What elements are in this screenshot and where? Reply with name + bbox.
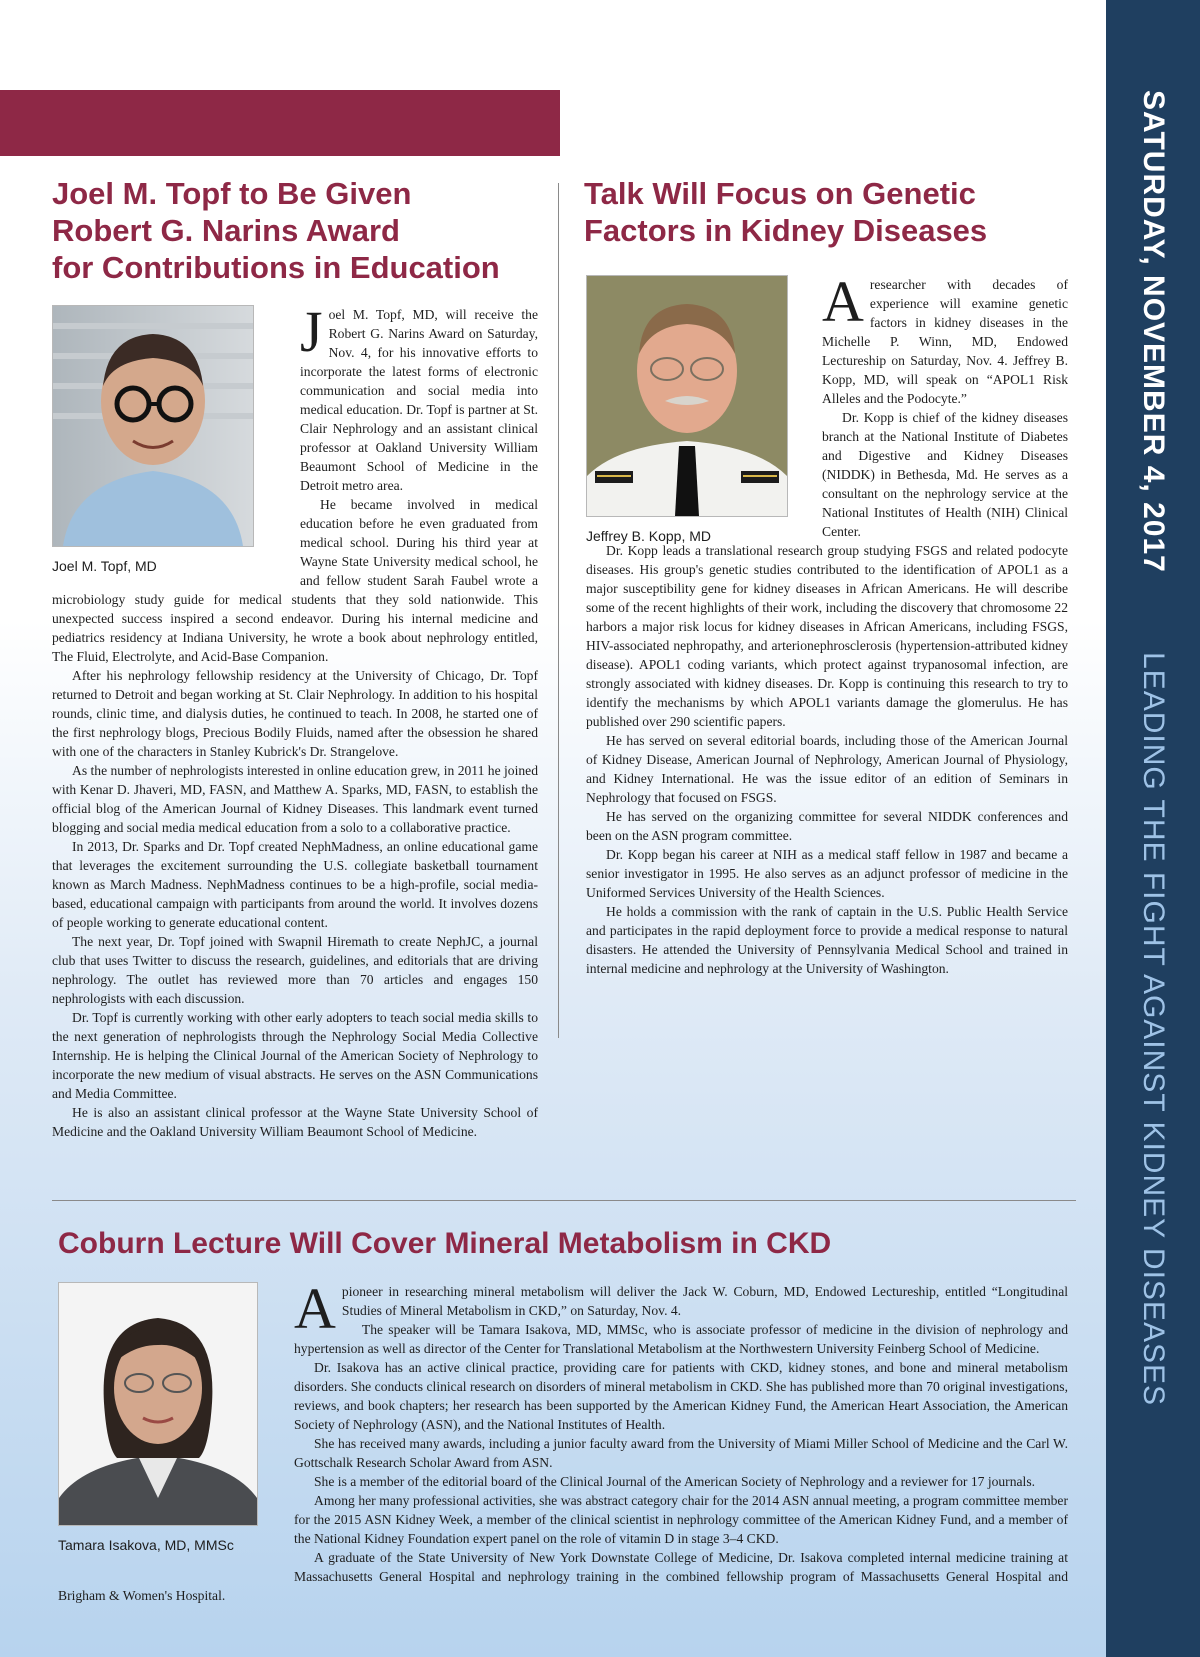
portrait-icon [587, 276, 787, 516]
story3-headline [58, 1226, 1058, 1262]
story1-para-1: oel M. Topf, MD, will receive the Robert G. Narins Award on Saturday, Nov. 4, for his innovative efforts to incorporate the latest forms of electronic communication and social media into medical education. Dr. Topf is partner at St. Clair Nephrology and an assistant clinical professor at Oakland University William Beaumont School of Medicine in the Detroit metro area. [300, 307, 538, 493]
portrait-icon [59, 1283, 257, 1525]
portrait-photo-kopp [586, 275, 788, 517]
story2-headline [584, 175, 1044, 249]
story1-dropcap: J [300, 299, 323, 364]
portrait-photo-isakova [58, 1282, 258, 1526]
section-divider [52, 1200, 1076, 1201]
story3-para-7: A graduate of the State University of New York Downstate College of Medicine, Dr. Isakova completed internal medicine training at Massachusetts General Hospital and nephrology training in the combined fellowship program of Massachusetts General Hospital and Brigham & Women's Hospital. [58, 1550, 1068, 1603]
story3-title: Coburn Lecture Will Cover Mineral Metabolism in CKD [58, 1227, 832, 1260]
story1-para-5: In 2013, Dr. Sparks and Dr. Topf created NephMadness, an online educational game that leverages the excitement surrounding the U.S. collegiate basketball tournament known as March Madness. NephMadness continues to be a high-profile, social media-based, educational campaign with participants from around the world. It involves dozens of people working to generate educational content. [52, 839, 538, 930]
sidebar-banner [1106, 0, 1200, 1657]
story3-article [58, 1276, 1068, 1605]
story1-para-7: Dr. Topf is currently working with other early adopters to teach social media skills to the next generation of nephrologists through the Nephrology Social Media Collective Internship. He is helping the Clinical Journal of the American Society of Nephrology to incorporate the new medium of visual abstracts. He serves on the ASN Communications and Media Committee. [52, 1010, 538, 1101]
story2-para-4: He has served on several editorial boards, including those of the American Journal of Kidney Disease, American Journal of Nephrology, American Journal of Physiology, and Kidney International. He was the issue editor of an edition of Seminars in Nephrology that focused on FSGS. [586, 733, 1068, 805]
story2-caption: Jeffrey B. Kopp, MD [586, 528, 712, 544]
story3-caption: Tamara Isakova, MD, MMSc [58, 1537, 234, 1553]
column-divider [558, 183, 559, 1038]
story3-para-1: pioneer in researching mineral metabolism will deliver the Jack W. Coburn, MD, Endowed Lectureship, entitled “Longitudinal Studies of Mineral Metabolism in CKD,” on Saturday, Nov. 4. [341, 1284, 1068, 1318]
story1-headline-line1: Joel M. Topf to Be Given [52, 176, 412, 211]
header-accent-bar [0, 90, 560, 156]
story2-figure [586, 275, 804, 544]
story3-para-6: Among her many professional activities, she was abstract category chair for the 2014 ASN annual meeting, a program committee member for the 2015 ASN Kidney Week, a member of the clinical scientist in nephrology committee of the American Kidney Fund, and a member of the National Kidney Foundation expert panel on the role of vitamin D in stage 3–4 CKD. [294, 1493, 1068, 1546]
story2-para-1: researcher with decades of experience will examine genetic factors in kidney diseases in the Michelle P. Winn, MD, Endowed Lectureship on Saturday, Nov. 4. Jeffrey B. Kopp, MD, will speak on “APOL1 Risk Alleles and the Podocyte.” [822, 277, 1068, 406]
story3-dropcap: A [294, 1276, 336, 1341]
story2-article [586, 269, 1068, 978]
story1-para-6: The next year, Dr. Topf joined with Swapnil Hiremath to create NephJC, a journal club that uses Twitter to discuss the research, guidelines, and editorials that are driving nephrology. The outlet has reviewed more than 70 articles and engages 150 nephrologists with each discussion. [52, 934, 538, 1006]
story2-para-5: He has served on the organizing committee for several NIDDK conferences and been on the ASN program committee. [586, 809, 1068, 843]
story2-headline-line2: Factors in Kidney Diseases [584, 213, 988, 249]
story1-para-2: He became involved in medical education before he even graduated from medical school. During his third year at Wayne State University medical school, he and fellow student Sarah Faubel wrote a microbiology study guide for medical students that they sold nationwide. This unexpected success inspired a second endeavor. During his internal medicine and pediatrics residency at Indiana University, he wrote a book about nephrology entitled, The Fluid, Electrolyte, and Acid-Base Companion. [52, 497, 538, 664]
story3-para-5: She is a member of the editorial board of the Clinical Journal of the American Society of Nephrology and a reviewer for 17 journals. [314, 1474, 1036, 1489]
story3-para-3: Dr. Isakova has an active clinical practice, providing care for patients with CKD, kidney stones, and bone and mineral metabolism disorders. She conducts clinical research on disorders of mineral metabolism in CKD. She has published more than 70 original investigations, reviews, and book chapters; her research has been supported by the American Kidney Fund, the American Heart Association, the American Society of Nephrology (ASN), and the National Institutes of Health. [294, 1360, 1068, 1432]
story2-para-7: He holds a commission with the rank of captain in the U.S. Public Health Service and participates in the rapid deployment force to provide a medical response to natural disasters. He attended the University of Pennsylvania Medical School and trained in internal medicine and nephrology at the University of Washington. [586, 904, 1068, 976]
story3-para-2: The speaker will be Tamara Isakova, MD, MMSc, who is associate professor of medicine in the division of nephrology and hypertension as well as director of the Center for Translational Metabolism at the Northwestern University Feinberg School of Medicine. [294, 1322, 1068, 1356]
story3-figure [58, 1282, 276, 1572]
story2-para-3: Dr. Kopp leads a translational research group studying FSGS and related podocyte diseases. His group's genetic studies contributed to the identification of APOL1 as a major susceptibility gene for kidney diseases in African Americans. He will describe some of the recent highlights of their work, including the discovery that chromosome 22 harbors a major risk locus for kidney diseases in African Americans, including FSGS, HIV-associated nephropathy, and arterionephrosclerosis (hypertension-attributed kidney disease). APOL1 coding variants, which protect against trypanosomal infection, are strongly associated with kidney diseases. Dr. Kopp is continuing this research to try to identify the mechanisms by which APOL1 variants damage the glomerulus. He has published over 290 scientific papers. [586, 543, 1068, 729]
story2-headline-line1: Talk Will Focus on Genetic [584, 176, 976, 211]
story1-para-4: As the number of nephrologists interested in online education grew, in 2011 he joined with Kenar D. Jhaveri, MD, FASN, and Matthew A. Sparks, MD, FASN, to establish the official blog of the American Journal of Kidney Diseases. This landmark event turned blogging and social media medical education from a solo to a collaborative practice. [52, 763, 538, 835]
portrait-photo-topf [52, 305, 254, 547]
portrait-icon [53, 306, 253, 546]
story1-headline [52, 175, 542, 287]
story2-dropcap: A [822, 269, 864, 334]
story1-figure [52, 305, 282, 580]
story2-para-2: Dr. Kopp is chief of the kidney diseases branch at the National Institute of Diabetes and Digestive and Kidney Diseases (NIDDK) in Bethesda, Md. He serves as a consultant on the nephrology service at the National Institutes of Health (NIH) Clinical Center. [822, 410, 1068, 539]
story2-para-6: Dr. Kopp began his career at NIH as a medical staff fellow in 1987 and became a senior investigator in 1995. He also serves as an adjunct professor of medicine in the Uniformed Services University of the Health Sciences. [586, 847, 1068, 900]
story1-article [52, 299, 538, 1141]
story1-headline-line2: Robert G. Narins Award [52, 213, 400, 249]
story1-para-3: After his nephrology fellowship residency at the University of Chicago, Dr. Topf returned to Detroit and began working at St. Clair Nephrology. In addition to his hospital rounds, clinic time, and dialysis duties, he continued to teach. In 2008, he started one of the first nephrology blogs, Precious Bodily Fluids, named after the obsession he shared with one of the characters in Stanley Kubrick's Dr. Strangelove. [52, 668, 538, 759]
story1-para-8: He is also an assistant clinical professor at the Wayne State University School of Medicine and the Oakland University William Beaumont School of Medicine. [52, 1105, 538, 1139]
issue-date: SATURDAY, NOVEMBER 4, 2017 [1137, 90, 1170, 573]
story3-para-4: She has received many awards, including a junior faculty award from the University of Miami Miller School of Medicine and the Carl W. Gottschalk Research Scholar Award from ASN. [294, 1436, 1068, 1470]
tagline: LEADING THE FIGHT AGAINST KIDNEY DISEASES [1137, 652, 1170, 1407]
story1-headline-line3: for Contributions in Education [52, 250, 500, 286]
story1-caption: Joel M. Topf, MD [52, 558, 157, 574]
